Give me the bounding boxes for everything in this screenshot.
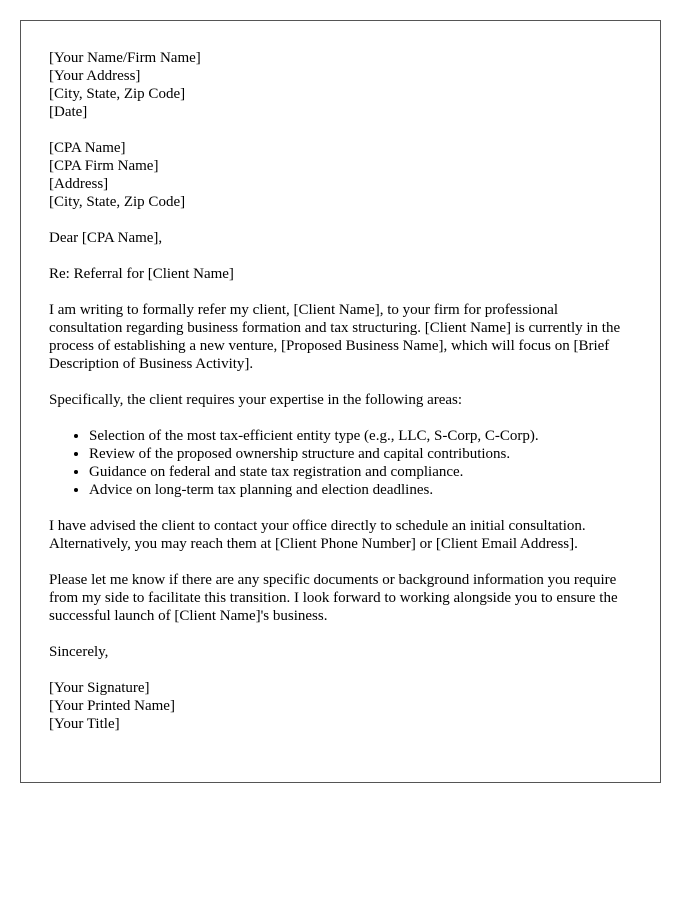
title: [Your Title] xyxy=(49,716,120,732)
body-paragraph-1: I am writing to formally refer my client, [Client Name], to your firm for professional consultation regarding business formation and tax structuring. [Client Name] is currently in the process of establishing a new venture, [Proposed Business Name], which will focus on [Brief Description of Business Activity]. xyxy=(49,302,621,372)
sender-name: [Your Name/Firm Name] xyxy=(49,50,201,66)
list-item: • Advice on long-term tax planning and election deadlines. xyxy=(89,481,631,499)
sender-block xyxy=(49,49,631,121)
signature-block xyxy=(49,679,631,733)
recipient-firm: [CPA Firm Name] xyxy=(49,158,159,174)
recipient-block xyxy=(49,139,631,211)
list-item: • Review of the proposed ownership structure and capital contributions. xyxy=(89,445,631,463)
salutation: Dear [CPA Name], xyxy=(49,230,163,246)
list-item: • Selection of the most tax-efficient entity type (e.g., LLC, S-Corp, C-Corp). xyxy=(89,427,631,445)
recipient-address: [Address] xyxy=(49,176,109,192)
letter-date: [Date] xyxy=(49,104,88,120)
body-paragraph-3: I have advised the client to contact your office directly to schedule an initial consultation. Alternatively, you may reach them at [Client Phone Number] or [Client Email Address]. xyxy=(49,518,586,552)
printed-name: [Your Printed Name] xyxy=(49,698,175,714)
expertise-list xyxy=(49,427,631,499)
sender-address: [Your Address] xyxy=(49,68,141,84)
closing: Sincerely, xyxy=(49,644,109,660)
signature: [Your Signature] xyxy=(49,680,150,696)
recipient-name: [CPA Name] xyxy=(49,140,126,156)
subject-line: Re: Referral for [Client Name] xyxy=(49,266,234,282)
body-paragraph-4: Please let me know if there are any specific documents or background information you require from my side to facilitate this transition. I look forward to working alongside you to ensure the successful launch of [Client Name]'s business. xyxy=(49,572,618,624)
recipient-city: [City, State, Zip Code] xyxy=(49,194,186,210)
letter-document xyxy=(20,20,661,783)
sender-city: [City, State, Zip Code] xyxy=(49,86,186,102)
list-item: • Guidance on federal and state tax registration and compliance. xyxy=(89,463,631,481)
body-paragraph-2: Specifically, the client requires your expertise in the following areas: xyxy=(49,392,463,408)
